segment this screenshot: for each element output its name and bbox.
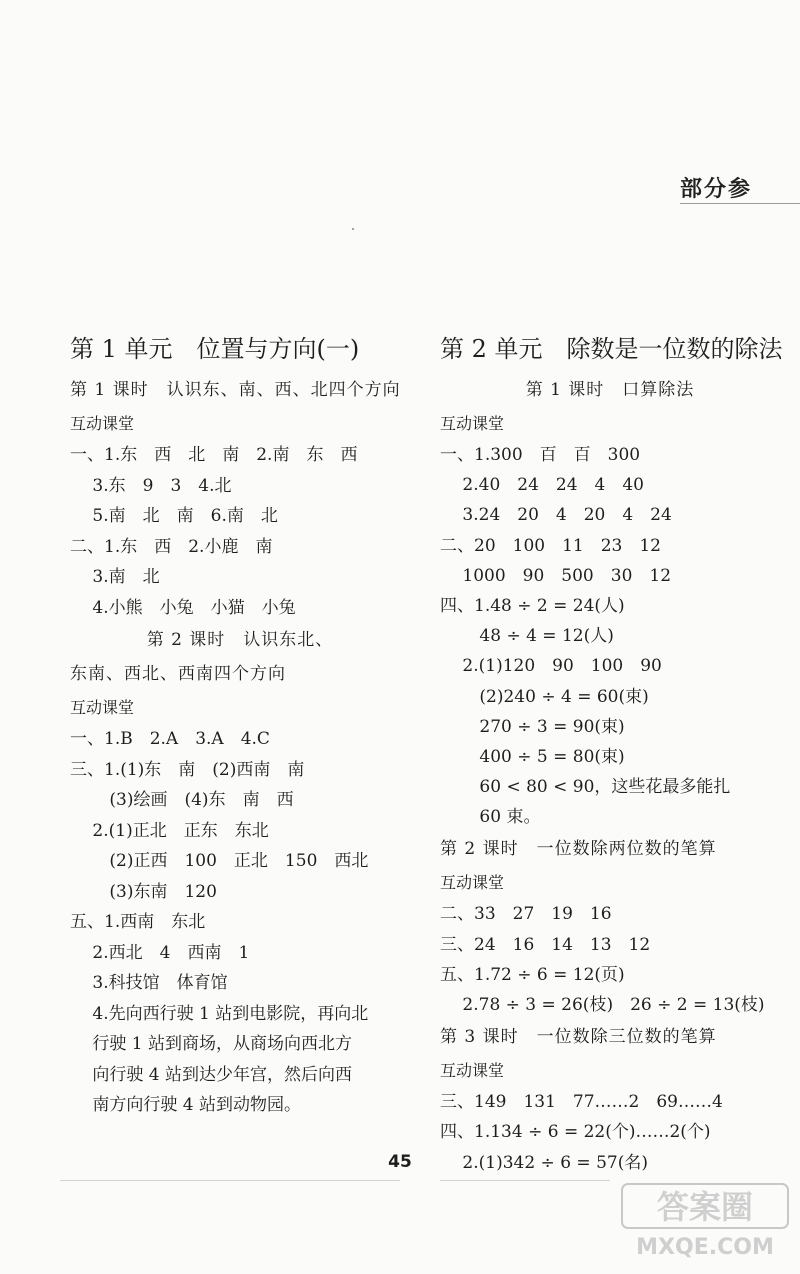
lesson-title-continued: 东南、西北、西南四个方向 xyxy=(70,664,286,684)
answer-line: 行驶 1 站到商场，从商场向西北方 xyxy=(70,1034,353,1054)
answer-line: (3)东南 120 xyxy=(70,881,217,902)
answer-line: 3.科技馆 体育馆 xyxy=(70,973,228,993)
answer-list xyxy=(70,724,410,1121)
answer-line: 60 束。 xyxy=(440,807,541,828)
answer-line: 400 ÷ 5 = 80(束) xyxy=(440,746,625,767)
unit-title: 第 1 单元 位置与方向(一) xyxy=(70,335,360,363)
answer-line: 三、24 16 14 13 12 xyxy=(440,934,651,955)
answer-line: 四、1.48 ÷ 2 = 24(人) xyxy=(440,595,625,616)
answer-line: 2.40 24 24 4 40 xyxy=(440,475,644,496)
section-heading: 互动课堂 xyxy=(440,873,505,893)
answer-line: 三、1.(1)东 南 (2)西南 南 xyxy=(70,759,305,780)
answer-line: 4.小熊 小兔 小猫 小兔 xyxy=(70,597,296,618)
watermark-logo-text: 答案圈 xyxy=(656,1188,754,1226)
answer-line: 3.东 9 3 4.北 xyxy=(70,475,232,496)
answer-line: (2)正西 100 正北 150 西北 xyxy=(70,851,369,871)
footer-rule xyxy=(440,1180,610,1181)
answer-line: 二、20 100 11 23 12 xyxy=(440,535,661,556)
answer-line: 向行驶 4 站到达少年宫，然后向西 xyxy=(70,1064,353,1085)
answer-line: (3)绘画 (4)东 南 西 xyxy=(70,790,294,810)
answer-line: 二、33 27 19 16 xyxy=(440,904,612,925)
header-rule xyxy=(680,203,800,204)
answer-line: 三、149 131 77……2 69……4 xyxy=(440,1092,723,1113)
watermark-logo xyxy=(620,1180,790,1260)
answer-line: 一、1.东 西 北 南 2.南 东 西 xyxy=(70,445,358,465)
watermark-site-text: MXQE.COM xyxy=(636,1235,774,1260)
section-heading: 互动课堂 xyxy=(70,414,135,433)
lesson-title: 第 2 课时 一位数除两位数的笔算 xyxy=(440,839,717,860)
answer-list xyxy=(70,440,410,623)
section-heading: 互动课堂 xyxy=(70,698,135,717)
answer-line: 4.先向西行驶 1 站到电影院，再向北 xyxy=(70,1003,369,1024)
answer-line: 5.南 北 南 6.南 北 xyxy=(70,506,278,526)
answer-line: 60 < 80 < 90，这些花最多能扎 xyxy=(440,777,731,798)
right-column xyxy=(440,325,783,1178)
answer-line: 四、1.134 ÷ 6 = 22(个)……2(个) xyxy=(440,1122,711,1143)
answer-line: 2.西北 4 西南 1 xyxy=(70,942,250,963)
speck xyxy=(352,228,354,230)
answer-line: (2)240 ÷ 4 = 60(束) xyxy=(440,686,649,707)
lesson-title: 第 1 课时 口算除法 xyxy=(525,380,695,400)
left-column xyxy=(70,325,410,1121)
answer-line: 48 ÷ 4 = 12(人) xyxy=(440,626,614,647)
answer-line: 2.78 ÷ 3 = 26(枝) 26 ÷ 2 = 13(枝) xyxy=(440,995,765,1015)
page-header-title: 部分参 xyxy=(680,177,753,202)
footer-rule xyxy=(60,1180,400,1181)
answer-line: 一、1.300 百 百 300 xyxy=(440,445,641,465)
answer-line: 270 ÷ 3 = 90(束) xyxy=(440,716,625,737)
lesson-title: 第 2 课时 认识东北、 xyxy=(146,630,334,650)
answer-line: 2.(1)342 ÷ 6 = 57(名) xyxy=(440,1152,648,1173)
unit-title: 第 2 单元 除数是一位数的除法 xyxy=(440,335,783,363)
answer-list xyxy=(440,899,780,1020)
answer-line: 一、1.B 2.A 3.A 4.C xyxy=(70,729,270,749)
answer-line: 五、1.72 ÷ 6 = 12(页) xyxy=(440,964,625,985)
answer-line: 2.(1)120 90 100 90 xyxy=(440,656,662,677)
answer-line: 南方向行驶 4 站到动物园。 xyxy=(70,1095,302,1115)
section-heading: 互动课堂 xyxy=(440,414,505,433)
answer-line: 二、1.东 西 2.小鹿 南 xyxy=(70,536,273,557)
page-number: 45 xyxy=(388,1152,412,1172)
answer-line: 1000 90 500 30 12 xyxy=(440,565,672,586)
section-heading: 互动课堂 xyxy=(440,1061,505,1081)
answer-line: 3.南 北 xyxy=(70,567,160,587)
lesson-title: 第 1 课时 认识东、南、西、北四个方向 xyxy=(70,380,401,400)
answer-list xyxy=(440,440,780,832)
answer-line: 五、1.西南 东北 xyxy=(70,912,206,932)
lesson-title: 第 3 课时 一位数除三位数的笔算 xyxy=(440,1027,717,1048)
answer-line: 3.24 20 4 20 4 24 xyxy=(440,505,672,526)
answer-line: 2.(1)正北 正东 东北 xyxy=(70,820,269,841)
